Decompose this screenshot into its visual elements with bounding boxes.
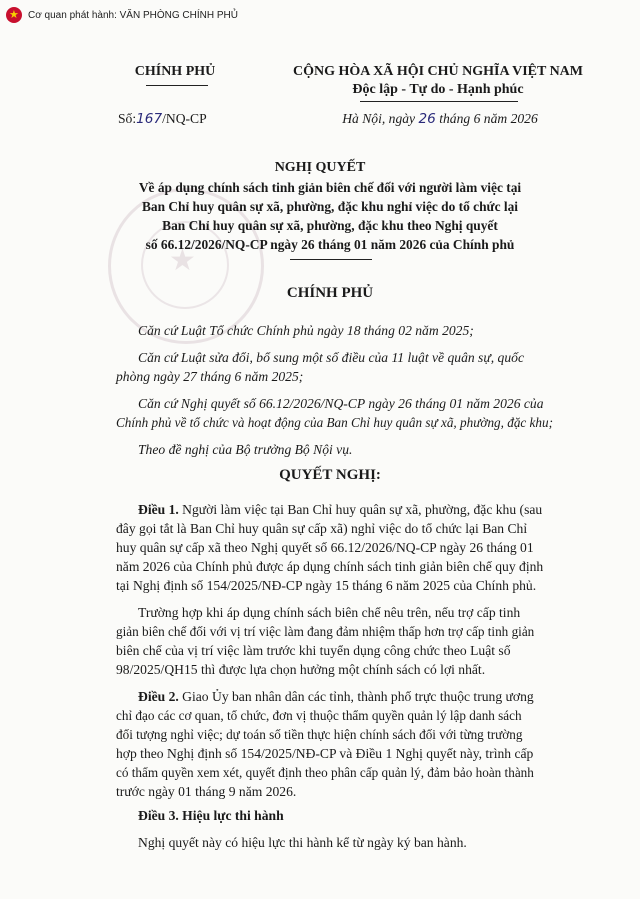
issuer-bar xyxy=(6,6,238,24)
article-1-para2-line: Trường hợp khi áp dụng chính sách biên chế nêu trên, nếu trợ cấp tinh xyxy=(138,605,521,620)
article-3-body: Nghị quyết này có hiệu lực thi hành kể từ ngày ký ban hành. xyxy=(138,835,467,850)
number-suffix: /NQ-CP xyxy=(162,111,207,126)
title-underline xyxy=(290,259,372,260)
agency-underline xyxy=(146,85,208,86)
article-2-line: Điều 2. Giao Ủy ban nhân dân các tỉnh, thành phố trực thuộc trung ương xyxy=(138,689,534,704)
article-2-line: đối tượng nghỉ việc; dự toán số tiền thực hiện chính sách đối với từng trường xyxy=(116,727,523,742)
authority-heading: CHÍNH PHỦ xyxy=(286,285,374,301)
document-number xyxy=(118,111,207,127)
agency-name: CHÍNH PHỦ xyxy=(134,64,216,79)
issue-date xyxy=(280,111,600,127)
article-1-para2-line: biên chế của vị trí việc làm trước khi tuyển dụng công chức theo Luật số xyxy=(116,643,511,658)
basis-2-line2: phòng ngày 27 tháng 6 năm 2025; xyxy=(116,369,304,384)
article-1-para2-line: giản biên chế đối với vị trí việc làm đang đảm nhiệm thấp hơn trợ cấp tinh giản xyxy=(116,624,535,639)
article-2-line: trước ngày 01 tháng 9 năm 2026. xyxy=(116,784,297,799)
basis-2-line1: Căn cứ Luật sửa đổi, bổ sung một số điều của 11 luật về quân sự, quốc xyxy=(138,350,524,365)
subject-line: Ban Chỉ huy quân sự xã, phường, đặc khu nghỉ việc do tổ chức lại xyxy=(141,199,519,214)
basis-3-line2: Chính phủ về tổ chức và hoạt động của Ban Chỉ huy quân sự xã, phường, đặc khu; xyxy=(116,415,553,430)
article-2-line: chỉ đạo các cơ quan, tổ chức, đơn vị thuộc thẩm quyền quản lý lập danh sách xyxy=(116,708,522,723)
article-1-line: Điều 1. Người làm việc tại Ban Chỉ huy quân sự xã, phường, đặc khu (sau xyxy=(138,502,543,517)
article-1-para2-line: 98/2025/QH15 thì được lựa chọn hưởng một chính sách có lợi nhất. xyxy=(116,662,486,677)
motto-underline xyxy=(360,101,518,102)
basis-4: Theo đề nghị của Bộ trưởng Bộ Nội vụ. xyxy=(138,442,353,457)
article-1-line: huy quân sự cấp xã theo Nghị quyết số 66.12/2026/NQ-CP ngày 26 tháng 01 xyxy=(116,540,534,555)
article-1-heading: Điều 1. xyxy=(138,502,179,517)
article-1-line: tại Nghị định số 154/2025/NĐ-CP ngày 15 tháng 6 năm 2025 của Chính phủ. xyxy=(116,578,537,593)
number-prefix: Số: xyxy=(118,111,137,126)
number-handwritten: 167 xyxy=(136,111,163,127)
date-prefix: Hà Nội, ngày xyxy=(342,111,419,126)
article-2-line: có thẩm quyền xem xét, quyết định theo phân cấp quản lý, đảm bảo hoàn thành xyxy=(116,765,534,780)
subject-line: Ban Chỉ huy quân sự xã, phường, đặc khu theo Nghị quyết xyxy=(162,218,498,233)
basis-1: Căn cứ Luật Tổ chức Chính phủ ngày 18 tháng 02 năm 2025; xyxy=(138,323,474,338)
resolves-heading: QUYẾT NGHỊ: xyxy=(279,467,381,483)
document-type: NGHỊ QUYẾT xyxy=(274,160,366,175)
state-name: CỘNG HÒA XÃ HỘI CHỦ NGHĨA VIỆT NAM xyxy=(292,64,583,79)
basis-3-line1: Căn cứ Nghị quyết số 66.12/2026/NQ-CP ngày 26 tháng 01 năm 2026 của xyxy=(138,396,544,411)
issuer-text: Cơ quan phát hành: VĂN PHÒNG CHÍNH PHỦ xyxy=(28,9,238,21)
subject-line: Về áp dụng chính sách tinh giản biên chế đối với người làm việc tại xyxy=(138,180,522,195)
document-subject xyxy=(80,178,580,254)
article-2-heading: Điều 2. xyxy=(138,689,179,704)
subject-line: số 66.12/2026/NQ-CP ngày 26 tháng 01 năm 2026 của Chính phủ xyxy=(145,237,515,252)
article-2-line: hợp theo Nghị định số 154/2025/NĐ-CP và Điều 1 Nghị quyết này, trình cấp xyxy=(116,746,534,761)
date-handwritten: 26 xyxy=(418,111,436,127)
article-1-line: năm 2026 của Chính phủ được áp dụng chính sách tinh giản biên chế quy định xyxy=(116,559,544,574)
article-1-line: đây gọi tắt là Ban Chỉ huy quân sự cấp xã) nghỉ việc do tổ chức lại Ban Chỉ xyxy=(116,521,528,536)
article-3-heading: Điều 3. Hiệu lực thi hành xyxy=(138,808,284,823)
date-suffix: tháng 6 năm 2026 xyxy=(435,111,538,126)
state-motto: Độc lập - Tự do - Hạnh phúc xyxy=(352,82,524,97)
national-emblem-icon xyxy=(6,7,22,23)
